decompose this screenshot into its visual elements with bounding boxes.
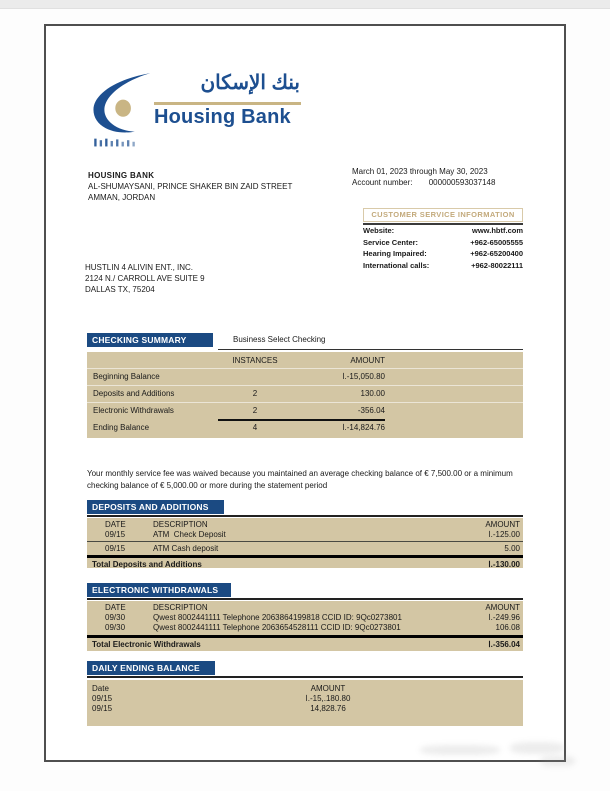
summary-row-amount: -356.04	[357, 406, 385, 415]
customer-service-box	[363, 208, 523, 271]
deposit-row-date: 09/15	[105, 544, 126, 553]
customer-service-row	[363, 238, 523, 249]
logo-english-text: Housing Bank	[154, 106, 291, 128]
withdrawal-row-amount: ا.-249.96	[488, 613, 520, 622]
col-header-amount: AMOUNT	[310, 684, 346, 693]
summary-row-instances: 2	[252, 406, 258, 415]
deposits-table	[87, 518, 523, 568]
col-header-date: DATE	[105, 603, 126, 612]
watermark-smudge	[510, 742, 565, 754]
daily-row-amount: ا.-15,.180.80	[305, 694, 351, 703]
note-line2: checking balance of € 5,000.00 or more during the statement period	[87, 480, 328, 490]
deposits-total-label: Total Deposits and Additions	[92, 560, 202, 569]
checking-summary-rule	[218, 349, 523, 350]
col-header-instances: INSTANCES	[232, 356, 278, 365]
col-header-amount: AMOUNT	[350, 356, 385, 365]
bank-address-line1: AL-SHUMAYSANI, PRINCE SHAKER BIN ZAID STREET	[88, 182, 293, 191]
watermark-smudge	[420, 745, 500, 755]
daily-row-amount: 14,828.76	[310, 704, 346, 713]
daily-row-date: 09/15	[92, 694, 113, 703]
summary-row-label: Electronic Withdrawals	[93, 406, 174, 415]
customer-address-line1: 2124 N./ CARROLL AVE SUITE 9	[85, 274, 205, 283]
cs-label: Website:	[363, 226, 395, 235]
statement-sheet	[44, 24, 566, 762]
deposit-row-desc: ATM Cash deposit	[153, 544, 219, 553]
bank-name: HOUSING BANK	[88, 171, 155, 180]
section-header-withdrawals: ELECTRONIC WITHDRAWALS	[87, 583, 231, 597]
service-fee-note	[87, 468, 537, 491]
deposits-row-separator	[87, 541, 523, 542]
deposits-total-amount: ا.-130.00	[488, 560, 520, 569]
deposits-rule	[87, 515, 523, 517]
section-header-checking-summary: CHECKING SUMMARY	[87, 333, 213, 347]
summary-row-label: Deposits and Additions	[93, 389, 175, 398]
cs-label: Service Center:	[363, 237, 419, 247]
customer-service-row	[363, 261, 523, 272]
col-header-amount: AMOUNT	[485, 603, 520, 612]
cs-label: International calls:	[363, 260, 430, 270]
cs-value: +962-80022111	[471, 260, 523, 270]
col-header-description: DESCRIPTION	[153, 520, 208, 529]
summary-row-instances: 4	[252, 423, 258, 432]
customer-service-row	[363, 249, 523, 260]
col-header-date: DATE	[105, 520, 126, 529]
bank-address-block	[88, 170, 292, 203]
summary-row-amount: ا.-15,050.80	[342, 372, 385, 381]
summary-row-label: Beginning Balance	[93, 372, 160, 381]
deposit-row-amount: 5.00	[504, 544, 520, 553]
col-header-date: Date	[92, 684, 109, 693]
checking-summary-subtitle: Business Select Checking	[233, 335, 326, 344]
note-line1: Your monthly service fee was waived because you maintained an average checking balance of € 7,500.00 or a minimum	[87, 469, 513, 478]
watermark-smudge	[540, 756, 575, 766]
withdrawals-table	[87, 601, 523, 651]
section-header-daily-balance: DAILY ENDING BALANCE	[87, 661, 215, 675]
customer-name: HUSTLIN 4 ALIVIN ENT., INC.	[85, 263, 194, 272]
daily-balance-table	[87, 680, 523, 726]
deposit-row-amount: ا.-125.00	[488, 530, 520, 539]
withdrawal-row-date: 09/30	[105, 613, 126, 622]
col-header-amount: AMOUNT	[485, 520, 520, 529]
summary-row-amount: ا.-14,824.76	[342, 423, 385, 432]
withdrawal-row-amount: 106.08	[495, 623, 520, 632]
col-header-description: DESCRIPTION	[153, 603, 208, 612]
customer-service-title: CUSTOMER SERVICE INFORMATION	[363, 208, 523, 222]
deposit-row-date: 09/15	[105, 530, 126, 539]
withdrawal-row-date: 09/30	[105, 623, 126, 632]
summary-row-label: Ending Balance	[93, 423, 150, 432]
page-top-strip	[0, 0, 610, 9]
daily-row-date: 09/15	[92, 704, 113, 713]
withdrawals-rule	[87, 598, 523, 600]
section-header-deposits: DEPOSITS AND ADDITIONS	[87, 500, 224, 514]
logo-arabic-text: بنك الإسكان	[200, 72, 300, 94]
cs-label: Hearing Impaired:	[363, 249, 427, 258]
withdrawals-total-label: Total Electronic Withdrawals	[92, 640, 201, 649]
account-number-label: Account number:	[352, 178, 413, 187]
cs-value: www.hbtf.com	[472, 226, 523, 235]
checking-summary-table	[87, 352, 523, 438]
withdrawal-row-desc: Qwest 8002441111 Telephone 2063654528111 CCID ID: 9Qc0273801	[153, 623, 401, 632]
withdrawals-total-rule	[87, 635, 523, 638]
statement-period-block	[352, 166, 495, 188]
deposits-total-rule	[87, 555, 523, 558]
deposit-row-desc: ATM Check Deposit	[153, 530, 226, 539]
customer-address-line2: DALLAS TX, 75204	[85, 285, 155, 294]
summary-row-instances: 2	[252, 389, 258, 398]
withdrawal-row-desc: Qwest 8002441111 Telephone 2063864199818 CCID ID: 9Qc0273801	[153, 613, 402, 622]
customer-address-block	[85, 262, 205, 295]
cs-value: +962-65005555	[470, 237, 523, 247]
customer-service-row	[363, 226, 523, 237]
summary-row-amount: 130.00	[360, 389, 385, 398]
summary-total-rule	[218, 419, 385, 421]
logo-divider-line	[154, 102, 301, 105]
cs-value: +962-65200400	[470, 249, 523, 258]
account-number: 000000593037148	[428, 178, 496, 187]
bank-address-line2: AMMAN, JORDAN	[88, 193, 156, 202]
daily-balance-rule	[87, 676, 523, 678]
customer-service-rule	[363, 223, 523, 225]
statement-period: March 01, 2023 through May 30, 2023	[352, 167, 488, 176]
withdrawals-total-amount: ا.-356.04	[488, 640, 520, 649]
